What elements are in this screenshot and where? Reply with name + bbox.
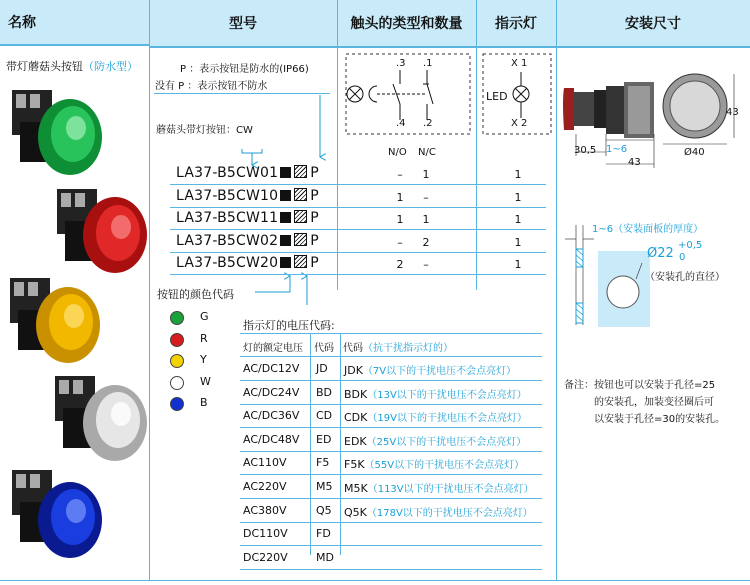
model-suffix: P [310,165,319,181]
count-lamp: 1 [514,258,522,271]
model-code [176,255,319,271]
red-button-image [55,183,150,275]
voltage-code-k: CDK（19V以下的干扰电压不会点亮灯） [344,411,527,425]
dim-43-b: 43 [726,107,739,118]
model-code [176,188,319,204]
color-placeholder-box [280,167,291,178]
color-swatch [170,376,184,390]
voltage-code-note: （25V以下的干扰电压不会点亮灯） [366,436,527,448]
header-model [149,0,337,48]
voltage-placeholder-box [294,210,307,223]
count-no: 2 [396,258,404,271]
voltage-placeholder-box [294,233,307,246]
side-view-drawing [558,60,748,180]
note-line-3: 以安装于孔径=30的安装孔。 [594,414,726,425]
header-dimensions-text: 安装尺寸 [625,16,681,32]
header-contacts [337,0,476,48]
color-code: W [200,374,211,388]
lamp-label: 蘑菇头带灯按钮：CW [156,125,253,136]
header-indicator [476,0,556,48]
model-suffix: P [310,232,319,249]
blue-button-image [10,462,105,562]
voltage-code: MD [316,550,334,564]
color-placeholder-box [280,190,291,201]
white-button-image [53,368,150,463]
voltage-code-k: M5K（113V以下的干扰电压不会点亮灯） [344,482,534,495]
header-indicator-text: 指示灯 [495,16,537,32]
voltage-row-divider [240,427,542,428]
voltage-row-divider [240,380,542,381]
voltage-row-divider [240,404,542,405]
mounting-note [564,377,725,428]
color-code: Y [200,353,207,366]
col-divider [556,0,557,580]
model-code [176,165,319,181]
col-divider [476,0,477,290]
voltage-rated: AC/DC24V [243,385,300,399]
voltage-header-rated: 灯的额定电压 [243,343,303,354]
dim-40: Ø40 [684,147,705,158]
x1-label: X 1 [511,58,528,69]
count-lamp: 1 [514,190,522,204]
color-placeholder-box [280,212,291,223]
contacts-diagram [343,52,473,137]
note-line-1: 备注：按钮也可以安装于孔径=25 [564,380,716,391]
count-no: 1 [396,190,404,204]
model-code-text: LA37-B5CW10 [176,187,279,204]
header-name [0,0,149,46]
row-divider [170,274,546,275]
voltage-code: ED [316,432,332,446]
color-code-label: 按钮的颜色代码 [157,288,234,301]
voltage-code-k: BDK（13V以下的干扰电压不会点亮灯） [344,387,527,401]
model-suffix: P [310,255,319,271]
model-code-text: LA37-B5CW02 [176,232,279,249]
voltage-rated: AC380V [243,503,287,517]
dim-43-a: 43 [628,157,641,168]
voltage-row-divider [240,569,542,570]
voltage-title: 指示灯的电压代码: [243,319,335,332]
dim-1-6: 1~6 [606,144,628,155]
panel-thickness-text: 1~6（安装面板的厚度） [592,224,704,235]
voltage-rated: AC/DC12V [243,362,300,375]
header-contacts-text: 触头的类型和数量 [350,16,463,32]
color-swatch [170,311,184,325]
green-button-image [10,82,105,177]
voltage-row-divider [240,356,542,357]
voltage-code-k: Q5K（178V以下的干扰电压不会点亮灯） [344,505,533,519]
dim-30-5: 30,5 [574,145,597,156]
voltage-rated: DC110V [243,527,288,541]
no-label: N/O [388,147,407,158]
note-line-2: 的安装孔，加装变径圈后可 [594,397,714,408]
count-nc: 1 [422,168,430,181]
voltage-rated: AC/DC48V [243,432,300,446]
color-swatch [170,397,184,411]
count-nc: – [423,258,429,271]
hole-diameter: Ø22 [647,246,674,261]
voltage-code-note: （178V以下的干扰电压不会点亮灯） [366,507,533,519]
count-nc: 2 [422,235,430,249]
count-lamp: 1 [514,213,522,226]
voltage-rated: AC220V [243,480,287,493]
header-dimensions [556,0,750,48]
voltage-rated: AC110V [243,456,287,470]
voltage-code-k: F5K（55V以下的干扰电压不会点亮灯） [344,458,525,472]
count-no: – [397,168,403,181]
no-p-note: 没有 P ：表示按钮不防水 [155,81,268,92]
table-bottom-border [0,580,750,581]
model-suffix: P [310,210,319,226]
voltage-row-divider [240,522,542,523]
voltage-header-code2: 代码（抗干扰指示灯的） [343,343,453,354]
voltage-placeholder-box [294,255,307,268]
terminal-2: .2 [423,118,433,129]
product-name [6,58,138,74]
voltage-code: FD [316,527,331,541]
voltage-code-note: （7V以下的干扰电压不会点亮灯） [362,366,517,377]
panel-thickness-label [592,220,703,235]
terminal-4: .4 [396,118,406,129]
yellow-button-image [8,270,103,365]
hole-tolerance-zero: 0 [679,252,686,263]
voltage-row-divider [240,474,542,475]
note-underline [154,93,330,94]
voltage-row-divider [240,333,542,334]
row-divider [170,184,546,185]
hole-tolerance-plus: +0,5 [678,240,703,251]
count-nc: – [423,190,429,204]
voltage-code: Q5 [316,503,332,517]
voltage-code: F5 [316,456,330,470]
count-lamp: 1 [514,168,522,181]
voltage-row-divider [240,545,542,546]
voltage-header-code: 代码 [314,343,334,354]
row-divider [170,207,546,208]
voltage-code: M5 [316,480,333,493]
voltage-rated: DC220V [243,550,288,564]
count-nc: 1 [422,213,430,226]
voltage-code: CD [316,409,333,423]
model-code [176,210,319,226]
terminal-3: .3 [396,58,406,69]
model-code [176,233,319,249]
color-code: G [200,310,209,323]
count-lamp: 1 [514,235,522,249]
row-divider [170,252,546,253]
voltage-col-divider [310,333,311,555]
color-code: R [200,331,208,345]
voltage-col-divider [340,333,341,555]
model-code-text: LA37-B5CW11 [176,210,279,226]
count-no: 1 [396,213,404,226]
product-name-text: 带灯蘑菇头按钮 [6,60,83,73]
count-no: – [397,235,403,249]
nc-label: N/C [418,147,436,158]
model-code-text: LA37-B5CW20 [176,255,279,271]
voltage-row-divider [240,498,542,499]
voltage-code: BD [316,385,333,399]
model-suffix: P [310,187,319,204]
voltage-code-note: （13V以下的干扰电压不会点亮灯） [367,389,527,401]
color-swatch [170,354,184,368]
voltage-code-note: （19V以下的干扰电压不会点亮灯） [367,413,527,425]
voltage-code-note: （55V以下的干扰电压不会点亮灯） [364,460,525,472]
header-name-text: 名称 [8,15,36,31]
voltage-row-divider [240,451,542,452]
voltage-placeholder-box [294,188,307,201]
row-divider [170,229,546,230]
voltage-header-code2-note: （抗干扰指示灯的） [363,343,453,354]
voltage-code-note: （113V以下的干扰电压不会点亮灯） [367,484,534,495]
voltage-code-k: EDK（25V以下的干扰电压不会点亮灯） [344,434,527,448]
product-name-waterproof: （防水型） [83,60,138,73]
color-placeholder-box [280,257,291,268]
header-model-text: 型号 [229,16,257,32]
color-placeholder-box [280,235,291,246]
led-label: LED [486,90,508,103]
p-note: P ：表示按钮是防水的(IP66) [180,64,309,75]
voltage-code-k: JDK（7V以下的干扰电压不会点亮灯） [344,364,517,377]
color-swatch [170,333,184,347]
hole-label: （安装孔的直径） [645,272,725,283]
x2-label: X 2 [511,118,528,129]
voltage-rated: AC/DC36V [243,409,300,423]
color-code: B [200,396,208,409]
model-code-text: LA37-B5CW01 [176,165,279,181]
terminal-1: .1 [423,58,433,69]
voltage-placeholder-box [294,165,307,178]
voltage-code: JD [316,362,328,375]
